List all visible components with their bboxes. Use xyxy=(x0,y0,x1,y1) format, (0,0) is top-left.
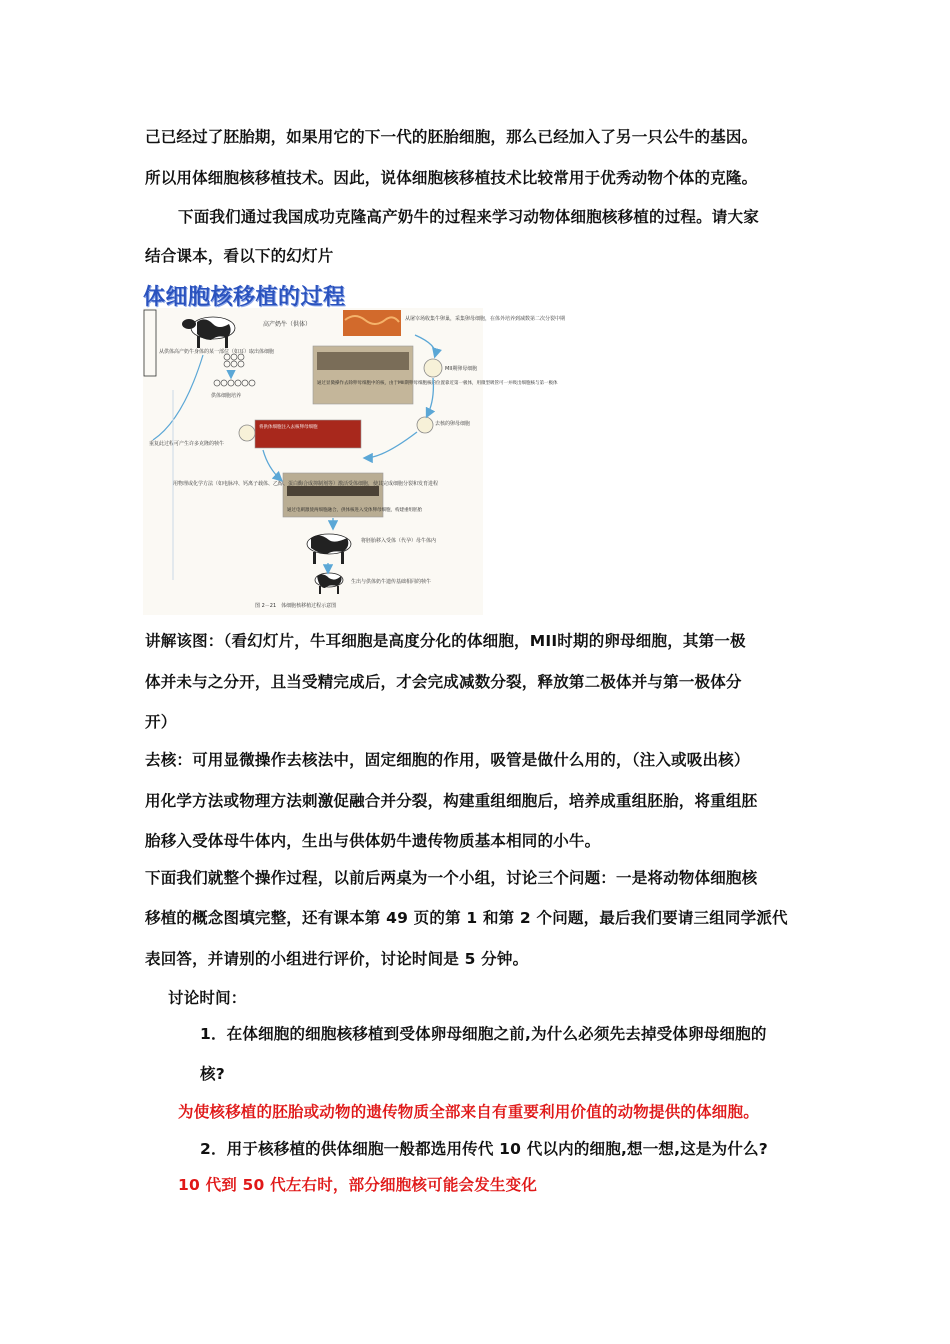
paragraph-line: 己已经过了胚胎期，如果用它的下一代的胚胎细胞，那么已经加入了另一只公牛的基因。 xyxy=(145,128,758,146)
mii-oocyte xyxy=(424,359,442,377)
ovary-label: 从屠宰场收集牛卵巢，采集卵母细胞，在体外培养到减数第二次分裂中期 xyxy=(405,316,566,322)
paragraph-line: 去核：可用显微操作去核法中，固定细胞的作用，吸管是做什么用的，（注入或吸出核） xyxy=(145,751,750,769)
paragraph-line: 开） xyxy=(145,713,177,731)
paragraph-line: 体并未与之分开，且当受精完成后，才会完成减数分裂，释放第二极体并与第一极体分 xyxy=(145,673,742,691)
question-1: 1．在体细胞的细胞核移植到受体卵母细胞之前,为什么必须先去掉受体卵母细胞的 xyxy=(200,1025,767,1043)
question-1-cont: 核? xyxy=(200,1065,225,1083)
answer-1: 为使核移植的胚胎或动物的遗传物质全部来自有重要利用价值的动物提供的体细胞。 xyxy=(178,1103,759,1121)
inject-label: 将供体细胞注入去核卵母细胞 xyxy=(259,425,318,430)
paragraph-line: 结合课本，看以下的幻灯片 xyxy=(145,247,334,265)
reconstructed-label: 通过电刺激使两细胞融合，供体核进入受体卵母细胞，构建重组胚胎 xyxy=(287,508,422,513)
paragraph-line: 所以用体细胞核移植技术。因此，说体细胞核移植技术比较常用于优秀动物个体的克隆。 xyxy=(145,169,758,187)
fusion-label: 用物理或化学方法（如电脉冲、钙离子载体、乙醇、蛋白酶合成抑制剂等）激活受体细胞，使其完成细胞分裂和发育进程 xyxy=(173,481,439,487)
paragraph-line: 移植的概念图填完整，还有课本第 49 页的第 1 和第 2 个问题，最后我们要请三组同学派代 xyxy=(145,909,788,927)
paragraph-line: 表回答，并请别的小组进行评价，讨论时间是 5 分钟。 xyxy=(145,950,529,968)
culture-label: 供体细胞培养 xyxy=(211,393,242,399)
enucleated-label: 去核的卵母细胞 xyxy=(435,421,471,427)
mii-label: MII期卵母细胞 xyxy=(445,366,478,372)
donor-cell xyxy=(239,425,255,441)
enucleated-oocyte xyxy=(417,417,433,433)
transfer-label: 将胚胎移入受体（代孕）母牛体内 xyxy=(361,538,437,544)
donor-cow-label: 高产奶牛（供体） xyxy=(263,321,312,328)
paragraph-line: 胎移入受体母牛体内，生出与供体奶牛遗传物质基本相同的小牛。 xyxy=(145,832,601,850)
ear-cells-label: 从供体高产奶牛身体的某一部位（如耳）取出体细胞 xyxy=(159,349,275,355)
answer-2: 10 代到 50 代左右时，部分细胞核可能会发生变化 xyxy=(178,1176,538,1194)
question-2: 2．用于核移植的供体细胞一般都选用传代 10 代以内的细胞,想一想,这是为什么? xyxy=(200,1140,768,1158)
nuclear-transfer-figure xyxy=(143,280,566,615)
figure-caption: 图 2－21 体细胞核移植过程示意图 xyxy=(255,603,337,609)
paragraph-line: 讨论时间： xyxy=(168,989,247,1007)
paragraph-line: 讲解该图：（看幻灯片，牛耳细胞是高度分化的体细胞，MII时期的卵母细胞，其第一极 xyxy=(145,632,746,650)
paragraph-line: 用化学方法或物理方法刺激促融合并分裂，构建重组细胞后，培养成重组胚胎，将重组胚 xyxy=(145,792,758,810)
side-label: 重复此过程可产生许多克隆的犊牛 xyxy=(149,441,225,447)
figure-title: 体细胞核移植的过程 xyxy=(143,285,346,310)
calf-label: 生出与供体奶牛遗传基础相同的犊牛 xyxy=(351,579,432,585)
enucleate-desc: 通过显微操作去除卵母细胞中的核，由于MII期卵母细胞核的位置靠近第一极体，用微型吸管可一并吸出细胞核与第一极体 xyxy=(317,381,558,386)
paragraph-line: 下面我们就整个操作过程，以前后两桌为一个小组，讨论三个问题：一是将动物体细胞核 xyxy=(145,869,758,887)
paragraph-line: 下面我们通过我国成功克隆高产奶牛的过程来学习动物体细胞核移植的过程。请大家 xyxy=(178,208,759,226)
